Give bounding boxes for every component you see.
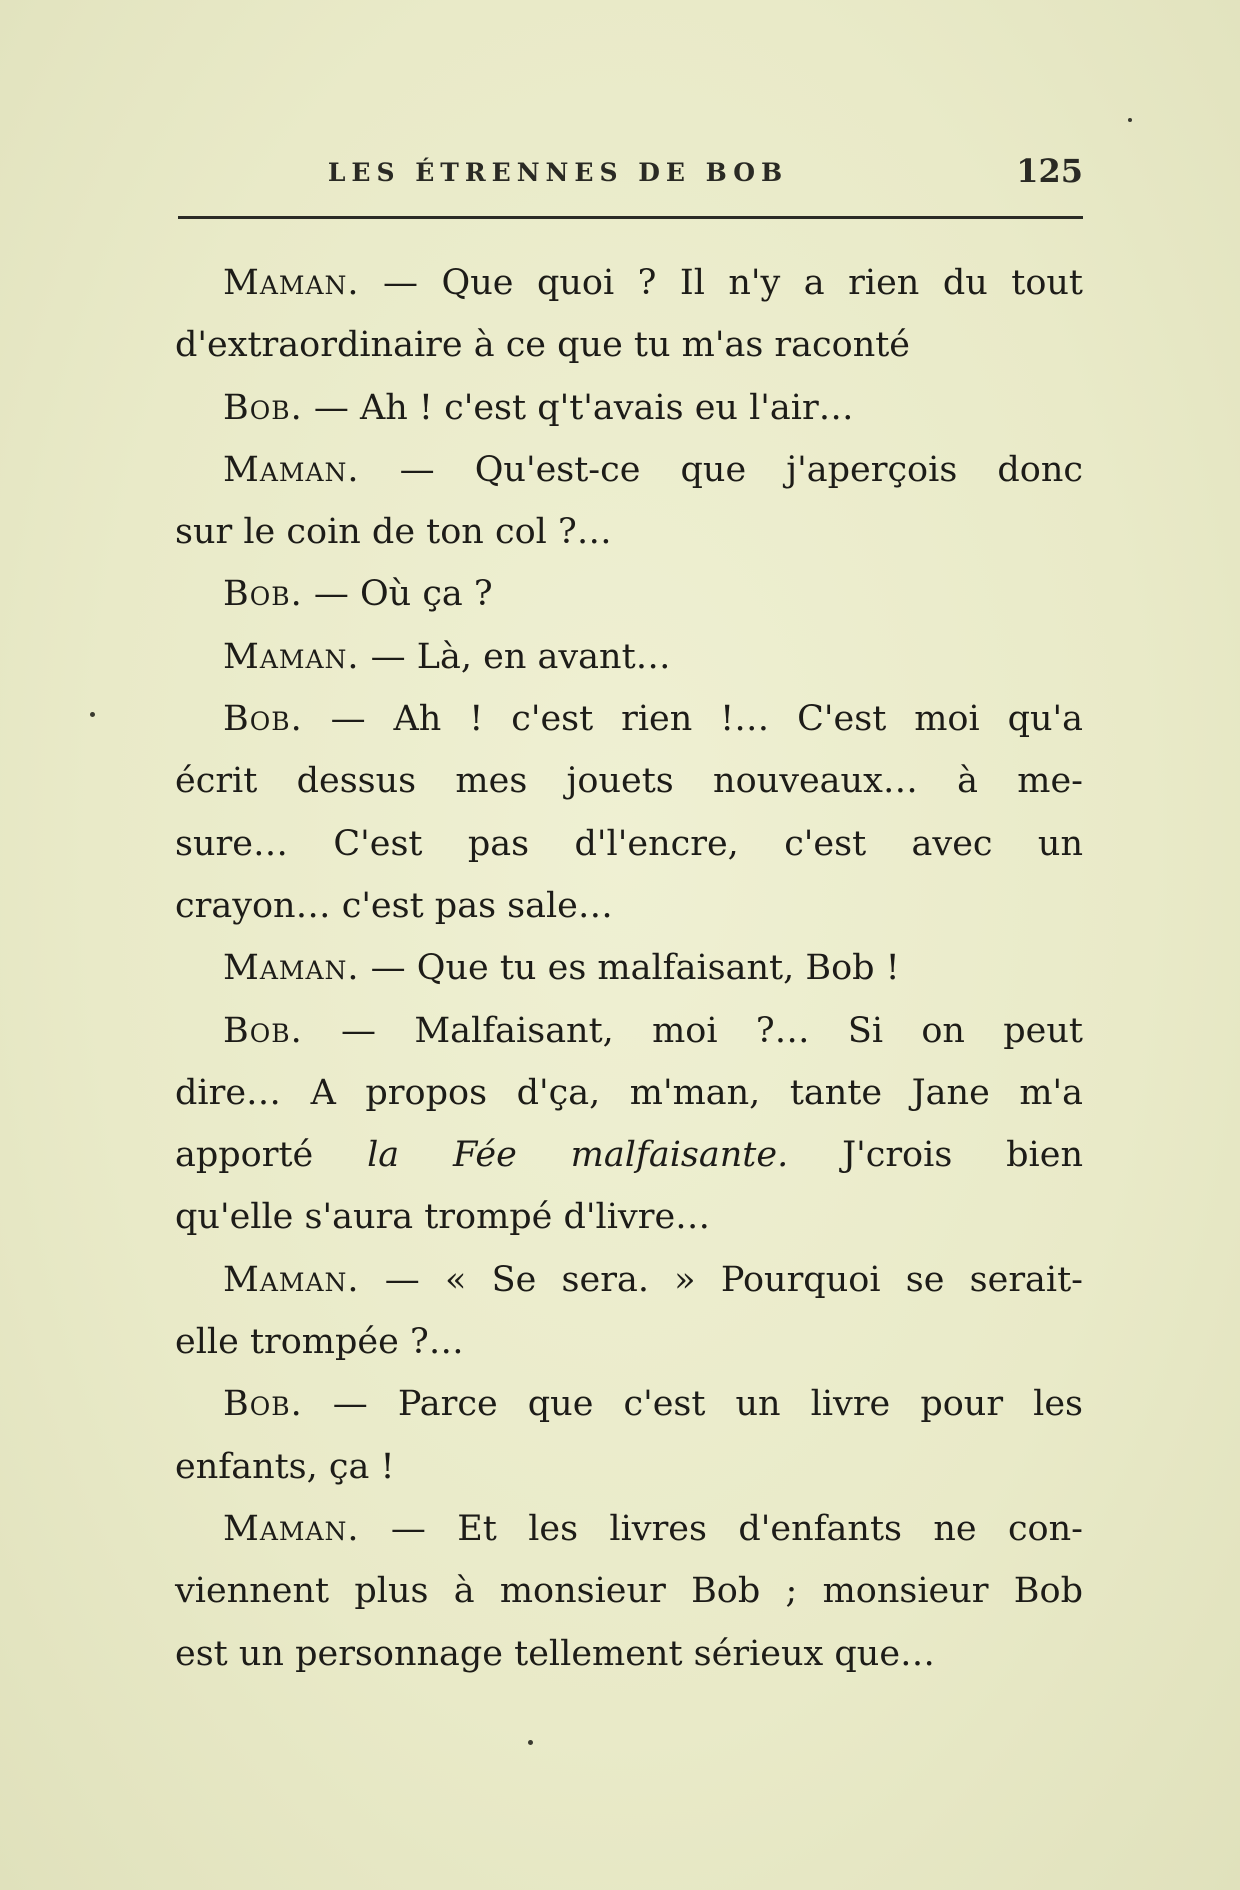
text-line <box>175 439 1083 501</box>
line-text: — Que tu es malfaisant, Bob ! <box>359 948 900 989</box>
line-text: — Que quoi ? Il n'y a rien du tout <box>359 263 1083 303</box>
line-text: apporté <box>175 1135 368 1176</box>
speaker-name: Maman. <box>223 1259 360 1300</box>
line-text: sur le coin de ton col ?… <box>175 512 612 553</box>
text-line <box>175 1436 1083 1498</box>
speaker-name: Maman. <box>223 948 360 989</box>
ink-speck <box>90 712 95 717</box>
speaker-name: Maman. <box>223 1508 360 1549</box>
line-text: — Ah ! c'est q't'avais eu l'air… <box>302 387 854 428</box>
text-line <box>175 937 1083 999</box>
text-line <box>175 1186 1083 1248</box>
line-text: écrit dessus mes jouets nouveaux… à me- <box>175 761 1083 802</box>
line-text: — Qu'est-ce que j'aperçois donc <box>359 449 1083 490</box>
speaker-name: Bob. <box>223 387 303 428</box>
text-line <box>175 314 1083 376</box>
text-line <box>175 1062 1083 1124</box>
text-line <box>175 1249 1083 1311</box>
line-text: viennent plus à monsieur Bob ; monsieur Bob <box>175 1571 1083 1612</box>
page-header <box>178 150 1083 202</box>
line-text: qu'elle s'aura trompé d'livre… <box>175 1197 711 1238</box>
line-text: crayon… c'est pas sale… <box>175 885 613 926</box>
line-text: — Là, en avant… <box>359 636 671 677</box>
header-rule <box>178 216 1083 219</box>
running-title: LES ÉTRENNES DE BOB <box>327 158 789 187</box>
text-line <box>175 688 1083 750</box>
line-text: — Malfaisant, moi ?… Si on peut <box>302 1010 1083 1051</box>
text-line <box>175 875 1083 937</box>
line-text: elle trompée ?… <box>175 1322 464 1363</box>
text-line <box>175 813 1083 875</box>
text-line <box>175 1000 1083 1062</box>
text-line <box>175 1124 1083 1186</box>
text-line <box>175 1560 1083 1622</box>
speaker-name: Bob. <box>223 1384 303 1425</box>
body-text <box>175 252 1083 1685</box>
text-line <box>175 1311 1083 1373</box>
text-line <box>175 252 1083 314</box>
text-line <box>175 750 1083 812</box>
line-text: — Parce que c'est un livre pour les <box>302 1384 1083 1425</box>
line-text: J'crois bien <box>788 1135 1083 1176</box>
line-text: sure… C'est pas d'l'encre, c'est avec un <box>175 823 1083 864</box>
italic-title: la Fée malfaisante. <box>367 1135 789 1176</box>
text-line <box>175 1373 1083 1435</box>
line-text: — Et les livres d'enfants ne con- <box>359 1508 1083 1549</box>
line-text: est un personnage tellement sérieux que… <box>175 1633 936 1674</box>
speaker-name: Maman. <box>223 263 360 303</box>
text-line <box>175 563 1083 625</box>
text-line <box>175 1498 1083 1560</box>
line-text: enfants, ça ! <box>175 1446 395 1487</box>
ink-speck <box>1128 118 1132 122</box>
speaker-name: Maman. <box>223 449 360 490</box>
speaker-name: Bob. <box>223 699 303 740</box>
text-line <box>175 626 1083 688</box>
page-number: 125 <box>1016 152 1083 190</box>
line-text: dire… A propos d'ça, m'man, tante Jane m'a <box>175 1072 1083 1113</box>
line-text: d'extraordinaire à ce que tu m'as raconté <box>175 325 911 366</box>
speaker-name: Bob. <box>223 574 303 615</box>
text-line <box>175 377 1083 439</box>
ink-speck <box>528 1740 533 1745</box>
line-text: — Où ça ? <box>302 574 493 615</box>
text-line <box>175 1623 1083 1685</box>
speaker-name: Maman. <box>223 636 360 677</box>
line-text: — Ah ! c'est rien !… C'est moi qu'a <box>302 699 1083 740</box>
speaker-name: Bob. <box>223 1010 303 1051</box>
text-line <box>175 501 1083 563</box>
line-text: — « Se sera. » Pourquoi se serait- <box>359 1259 1083 1300</box>
